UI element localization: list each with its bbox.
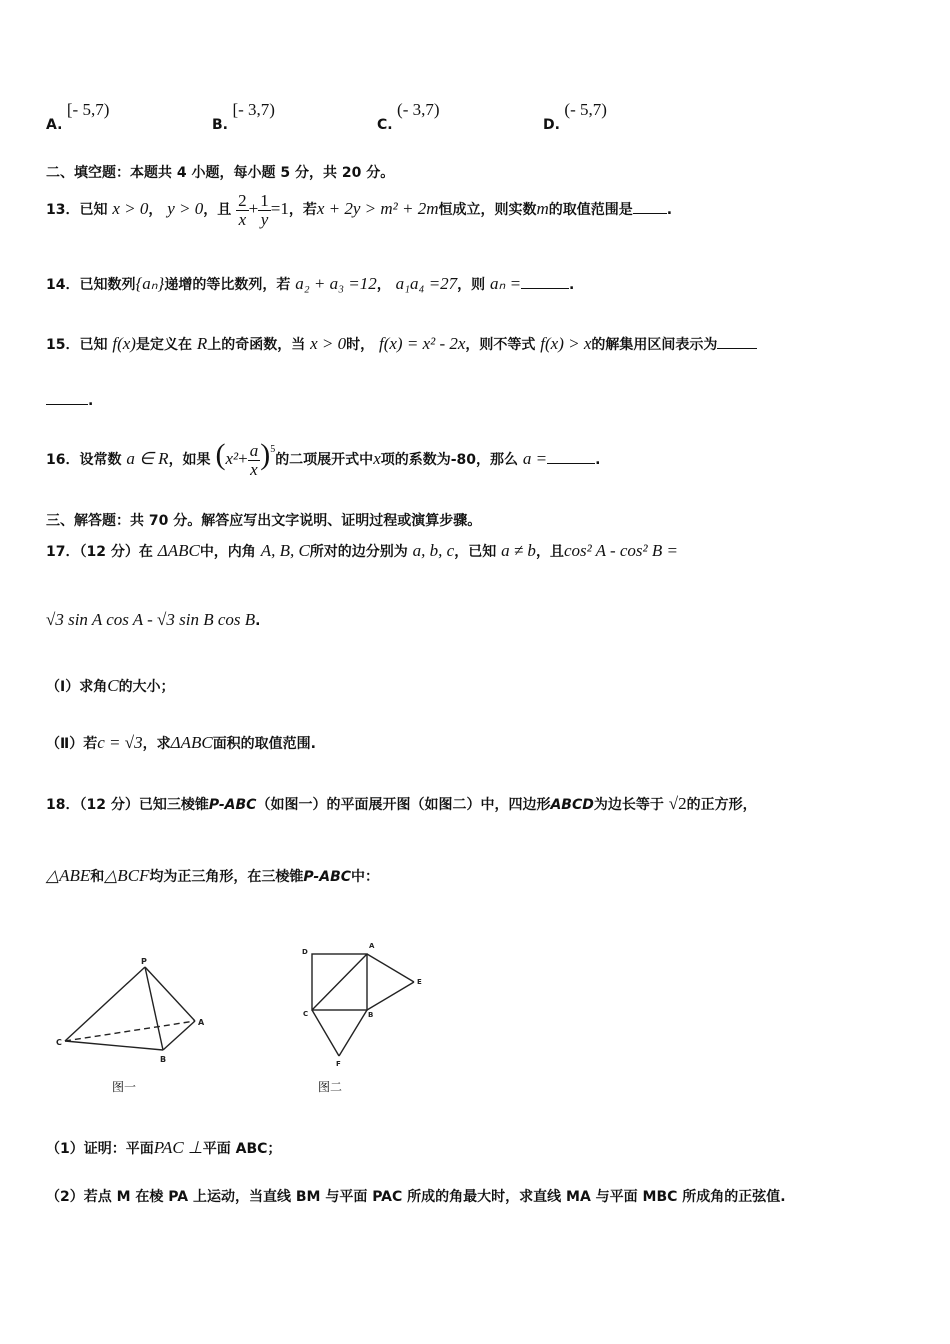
q15-text6: 的解集用区间表示为 (591, 337, 718, 353)
q16-number: 16． (46, 452, 80, 468)
q15-answer-blank-1 (717, 336, 757, 349)
q15-math4: f(x) = x² - 2x (379, 334, 466, 353)
q15-math2: R (196, 334, 208, 353)
q17-part1-text2: 的大小； (118, 679, 175, 695)
q18-text2: 为边长等于 (593, 797, 664, 813)
q17-math2: A, B, C (260, 541, 310, 560)
fig2-label-b: B (368, 1011, 374, 1019)
section2-heading: 二、填空题：本题共 4 小题，每小题 5 分，共 20 分。 (46, 165, 395, 181)
q13-end: . (666, 202, 673, 218)
q15-end: . (88, 393, 94, 409)
edge-ae (367, 954, 414, 982)
q15-text4: 时， (346, 337, 375, 353)
q16-math2: x (373, 449, 381, 468)
q14-end: . (569, 277, 575, 293)
section3-heading: 三、解答题：共 70 分。解答应写出文字说明、证明过程或演算步骤。 (46, 513, 482, 529)
q16-math1: a ∈ R (126, 449, 169, 468)
q16-text3: 的二项展开式中 (275, 452, 374, 468)
q16-end: . (595, 452, 601, 468)
q18-part1-text1: （1）证明：平面 (46, 1141, 154, 1157)
q15-text2: 是定义在 (135, 337, 192, 353)
question-18 (46, 794, 757, 814)
q13-text1: 已知 (79, 202, 108, 218)
question-16 (46, 430, 600, 487)
q18-part1-math: PAC ⊥ (153, 1138, 203, 1157)
q17-number: 17． (46, 544, 80, 560)
q13-math3: x + 2y > m² + 2m (316, 199, 439, 218)
q13-text2: ， (148, 202, 163, 218)
q13-number: 13． (46, 202, 80, 218)
q14-text1: 已知数列 (79, 277, 136, 293)
q17-part2-text2: ，求 (142, 736, 171, 752)
q16-text1: 设常数 (79, 452, 122, 468)
choice-a-value: [- 5,7) (66, 100, 110, 119)
fig2-label-a: A (369, 942, 375, 950)
choice-a (46, 100, 110, 133)
q14-answer-blank (521, 276, 569, 289)
q18-text4: 和 (90, 869, 105, 885)
q14-math2: a₂ + a₃ =12 (295, 274, 377, 293)
q18-math4: △ABE (46, 866, 91, 885)
q17-math4: a ≠ b (501, 541, 536, 560)
q17-part2-math2: ΔABC (170, 733, 213, 752)
q17-part2 (46, 733, 316, 753)
q18-text5: 均为正三角形，在三棱锥 (149, 869, 304, 885)
choice-d-value: (- 5,7) (564, 100, 607, 119)
question-17 (46, 541, 678, 561)
q14-number: 14． (46, 277, 80, 293)
choice-b-value: [- 3,7) (232, 100, 275, 119)
q17-math1: ΔABC (157, 541, 200, 560)
q16-binomial: ( (215, 438, 226, 471)
q17-part2-math1: c = √3 (97, 733, 143, 752)
q15-math5: f(x) > x (540, 334, 592, 353)
q14-text3: ， (376, 277, 391, 293)
q16-binomial-close: ) (260, 438, 271, 471)
q16-text2: ，如果 (168, 452, 211, 468)
q13-fraction1: $\frac{2}{x}$ (238, 190, 247, 229)
edge-cb (65, 1041, 163, 1050)
q18-math3: √2 (668, 794, 687, 813)
q17-part2-text3: 面积的取值范围. (212, 736, 317, 752)
figure-2-net (298, 940, 438, 1070)
q15-text1: 已知 (79, 337, 108, 353)
q14-text2: 递增的等比数列，若 (164, 277, 291, 293)
edge-cf (312, 1010, 339, 1056)
q18-text1: （如图一）的平面展开图（如图二）中，四边形 (256, 797, 551, 813)
q17-part1-math: C (107, 676, 119, 695)
q18-text3: 的正方形， (686, 797, 757, 813)
q18-math2: ABCD (550, 797, 594, 813)
choice-c (377, 100, 440, 133)
q18-math5: △BCF (104, 866, 150, 885)
q17-line2-math: √3 sin A cos A - √3 sin B cos B (46, 610, 256, 629)
q13-math1: x > 0 (112, 199, 149, 218)
q15-answer-blank-2 (46, 392, 88, 405)
q13-text6: 的取值范围是 (548, 202, 633, 218)
question-13 (46, 186, 672, 233)
fig1-label-b: B (160, 1055, 167, 1064)
q13-text5: 恒成立，则实数 (438, 202, 537, 218)
q15-continuation (46, 392, 93, 409)
diagonal-ca (312, 954, 367, 1010)
figure-1-caption: 图一 (112, 1080, 137, 1094)
fig2-label-e: E (417, 978, 422, 986)
q14-math4: aₙ = (490, 274, 522, 293)
q13-equals: =1 (270, 199, 289, 218)
question-14 (46, 274, 574, 294)
edge-pa (145, 967, 195, 1021)
fig1-label-c: C (56, 1038, 62, 1047)
q17-text2: 所对的边分别为 (309, 544, 408, 560)
q16-math3: a = (522, 449, 548, 468)
q17-text4: ，且 (535, 544, 564, 560)
q17-text3: ，已知 (454, 544, 497, 560)
edge-pc (65, 967, 145, 1041)
q15-text5: ，则不等式 (465, 337, 536, 353)
q18-part1 (46, 1138, 281, 1158)
fig2-label-c: C (303, 1010, 309, 1018)
edge-pb (145, 967, 163, 1050)
choice-d (543, 100, 607, 133)
q17-text1: 中，内角 (199, 544, 256, 560)
q13-math4: m (536, 199, 549, 218)
q13-plus: + (248, 199, 259, 218)
choice-b (212, 100, 275, 133)
q13-answer-blank (633, 201, 667, 214)
q16-text4: 项的系数为-80，那么 (380, 452, 519, 468)
figure-2-caption: 图二 (318, 1080, 343, 1094)
q17-part2-text1: （Ⅱ）若 (46, 736, 98, 752)
q15-math1: f(x) (112, 334, 136, 353)
choice-c-letter: C. (377, 117, 393, 133)
choice-a-letter: A. (46, 117, 63, 133)
q13-math2: y > 0 (167, 199, 204, 218)
q18-part2: （2）若点 M 在棱 PA 上运动，当直线 BM 与平面 PAC 所成的角最大时，求直线 MA 与平面 MBC 所成角的正弦值. (46, 1189, 786, 1205)
q14-math1: {aₙ} (135, 274, 165, 293)
fig2-label-d: D (302, 948, 308, 956)
q17-line2 (46, 610, 260, 630)
q13-text3: ，且 (203, 202, 232, 218)
q17-math3: a, b, c (412, 541, 455, 560)
q18-number: 18． (46, 797, 80, 813)
q17-line2-end: . (255, 613, 261, 629)
edge-eb (367, 982, 414, 1010)
fig1-label-p: P (141, 957, 147, 966)
q16-plus: + (238, 449, 248, 468)
q15-math3: x > 0 (310, 334, 347, 353)
edge-fb (339, 1010, 367, 1056)
choice-c-value: (- 3,7) (397, 100, 440, 119)
q18-text6: 中： (351, 869, 380, 885)
q18-math6: P-ABC (303, 869, 352, 885)
q16-exponent: 5 (270, 444, 276, 455)
q16-answer-blank (547, 451, 595, 464)
q14-math3: a₁a₄ =27 (395, 274, 458, 293)
figure-1-pyramid (55, 955, 215, 1070)
choice-d-letter: D. (543, 117, 560, 133)
q13-fraction2: $\frac{1}{y}$ (260, 190, 269, 229)
q18-line2 (46, 866, 379, 886)
q14-text4: ，则 (457, 277, 486, 293)
q18-math1: P-ABC (208, 797, 257, 813)
fig2-label-f: F (336, 1060, 341, 1068)
q16-fraction: $\frac{a}{x}$ (249, 440, 259, 479)
q18-score: （12 分）已知三棱锥 (79, 797, 209, 813)
fig1-label-a: A (198, 1018, 205, 1027)
q17-part1-text1: （Ⅰ）求角 (46, 679, 108, 695)
q15-text3: 上的奇函数，当 (207, 337, 306, 353)
q17-math5: cos² A - cos² B = (563, 541, 678, 560)
q15-number: 15． (46, 337, 80, 353)
q16-base: x² (225, 449, 239, 468)
q18-part1-text2: 平面 ABC； (202, 1141, 282, 1157)
q13-text4: ，若 (288, 202, 317, 218)
question-15 (46, 334, 757, 354)
q17-score: （12 分）在 (79, 544, 153, 560)
q17-part1 (46, 676, 175, 696)
choice-b-letter: B. (212, 117, 228, 133)
